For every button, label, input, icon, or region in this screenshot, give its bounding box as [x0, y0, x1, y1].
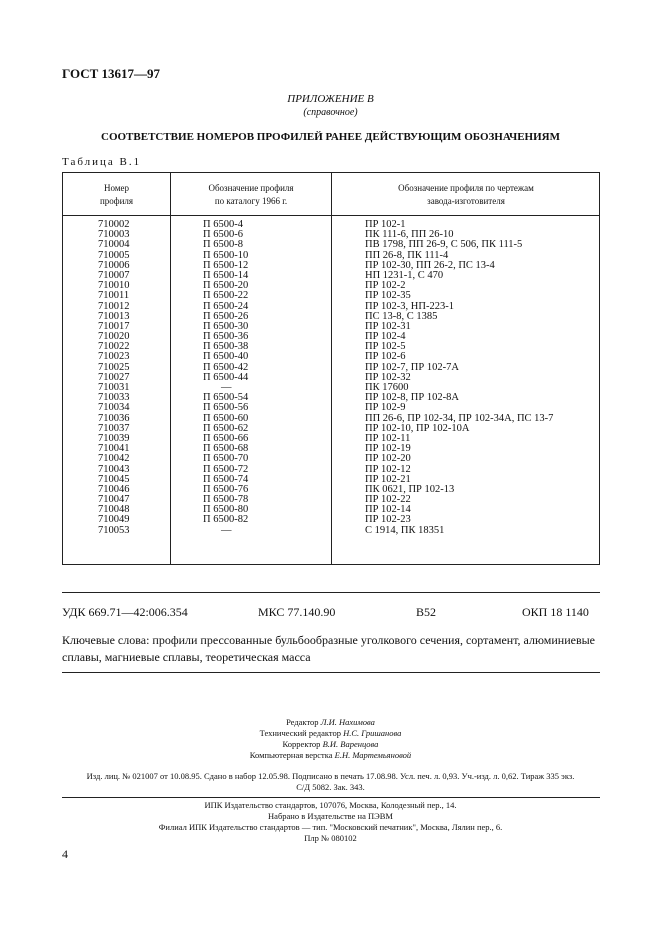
typeset-line: Набрано в Издательстве на ПЭВМ	[268, 811, 393, 821]
table-row	[63, 495, 599, 505]
profile-number-cell: 710007	[98, 269, 130, 281]
drawing-designation-cell: ПР 102-35	[365, 290, 411, 302]
tech-editor-line: Технический редактор Н.С. Гришанова	[259, 728, 402, 738]
profile-number-cell: 710006	[98, 259, 130, 271]
drawing-designation-cell: ПР 102-32	[365, 371, 411, 383]
drawing-designation-cell: ПК 111-6, ПП 26-10	[365, 229, 454, 241]
drawing-designation-cell: ПС 13-8, С 1385	[365, 310, 438, 322]
appendix-note: (справочное)	[303, 107, 358, 118]
catalog-designation-cell: П 6500-78	[203, 494, 249, 506]
profile-number-cell: 710031	[98, 382, 130, 393]
publisher-line: ИПК Издательство стандартов, 107076, Москва, Колодезный пер., 14.	[204, 800, 457, 810]
profile-number-cell: 710005	[98, 249, 130, 261]
drawing-designation-cell: ПР 102-30, ПП 26-2, ПС 13-4	[365, 259, 495, 271]
layout-line: Компьютерная верстка Е.Н. Мартемьяновой	[249, 750, 412, 760]
drawing-designation-cell: ПР 102-12	[365, 463, 411, 475]
table-row	[63, 383, 599, 393]
profile-number-cell: 710039	[98, 432, 130, 444]
table-row	[63, 220, 599, 230]
table-row	[63, 271, 599, 281]
drawing-designation-cell: ПР 102-6	[365, 351, 406, 363]
table-row	[63, 332, 599, 342]
profile-number-cell: 710034	[98, 402, 130, 414]
drawing-designation-cell: ПР 102-10, ПР 102-10А	[365, 422, 470, 434]
catalog-designation-cell: П 6500-8	[203, 239, 243, 251]
table-row	[63, 373, 599, 383]
catalog-designation-cell: П 6500-14	[203, 269, 249, 281]
page-title: СООТВЕТСТВИЕ НОМЕРОВ ПРОФИЛЕЙ РАНЕЕ ДЕЙСТВУЮЩИМ ОБОЗНАЧЕНИЯМ	[101, 131, 560, 143]
corrector-line: Корректор В.И. Варенцова	[282, 739, 379, 749]
profile-number-cell: 710049	[98, 514, 130, 526]
profile-number-cell: 710013	[98, 310, 130, 322]
profile-number-cell: 710048	[98, 504, 130, 516]
profile-number-cell: 710025	[98, 361, 130, 373]
catalog-designation-cell: П 6500-82	[203, 514, 249, 526]
drawing-designation-cell: ПР 102-14	[365, 504, 411, 516]
mks-code: МКС 77.140.90	[258, 605, 336, 619]
drawing-designation-cell: ПВ 1798, ПП 26-9, С 506, ПК 111-5	[365, 239, 523, 251]
profile-number-cell: 710002	[98, 219, 130, 230]
profile-number-cell: 710041	[98, 443, 130, 455]
table-row	[63, 342, 599, 352]
catalog-designation-cell: П 6500-26	[203, 310, 249, 322]
divider	[62, 672, 600, 673]
drawing-designation-cell: ПР 102-3, НП-223-1	[365, 300, 454, 312]
profile-number-cell: 710033	[98, 392, 130, 404]
profile-number-cell: 710004	[98, 239, 130, 251]
drawing-designation-cell: ПП 26-8, ПК 111-4	[365, 249, 449, 261]
catalog-designation-cell: П 6500-24	[203, 300, 249, 312]
editor-line: Редактор Л.И. Нахимова	[286, 717, 375, 727]
table-row	[63, 526, 599, 536]
okp-code: ОКП 18 1140	[522, 605, 589, 619]
table-row	[63, 393, 599, 403]
appendix-title: ПРИЛОЖЕНИЕ В	[287, 93, 374, 105]
table-row	[63, 465, 599, 475]
table-row	[63, 434, 599, 444]
table-label: Таблица В.1	[62, 156, 142, 168]
profile-number-cell: 710042	[98, 453, 130, 465]
catalog-designation-cell: П 6500-40	[203, 351, 249, 363]
profile-table	[62, 172, 600, 565]
profile-number-cell: 710043	[98, 463, 130, 475]
drawing-designation-cell: ПР 102-22	[365, 494, 411, 506]
column-header-catalog: Обозначение профиля по каталогу 1966 г.	[208, 183, 294, 206]
udk-code: УДК 669.71—42:006.354	[62, 605, 188, 619]
drawing-designation-cell: ПК 0621, ПР 102-13	[365, 483, 455, 495]
group-code: В52	[416, 605, 437, 619]
catalog-designation-cell: П 6500-20	[203, 280, 249, 292]
catalog-designation-cell: П 6500-6	[203, 229, 243, 241]
table-row	[63, 485, 599, 495]
profile-number-cell: 710037	[98, 422, 130, 434]
drawing-designation-cell: ПР 102-31	[365, 320, 411, 332]
table-row	[63, 475, 599, 485]
profile-number-cell: 710047	[98, 494, 130, 506]
drawing-designation-cell: ПР 102-19	[365, 443, 411, 455]
catalog-designation-cell: П 6500-68	[203, 443, 249, 455]
divider	[62, 592, 600, 593]
drawing-designation-cell: ПР 102-20	[365, 453, 411, 465]
table-row	[63, 302, 599, 312]
table-row	[63, 515, 599, 525]
column-header-number: Номер профиля	[99, 183, 134, 206]
drawing-designation-cell: ПР 102-7, ПР 102-7А	[365, 361, 459, 373]
drawing-designation-cell: ПР 102-8, ПР 102-8А	[365, 392, 459, 404]
drawing-designation-cell: ПР 102-9	[365, 402, 406, 414]
table-row	[63, 352, 599, 362]
table-row	[63, 363, 599, 373]
page-number: 4	[62, 847, 68, 861]
divider	[62, 797, 600, 798]
print-info: Изд. лиц. № 021007 от 10.08.95. Сдано в набор 12.05.98. Подписано в печать 17.08.98. Усл. печ. л. 0,93. Уч.-изд. л. 0,62. Тираж 335 экз.	[86, 771, 575, 781]
table-row	[63, 261, 599, 271]
drawing-designation-cell: ПП 26-6, ПР 102-34, ПР 102-34А, ПС 13-7	[365, 412, 554, 424]
column-header-drawings: Обозначение профиля по чертежам завода-изготовителя	[398, 183, 534, 206]
catalog-designation-cell: П 6500-44	[203, 371, 249, 383]
catalog-designation-cell: П 6500-12	[203, 259, 249, 271]
profile-number-cell: 710010	[98, 280, 130, 292]
print-order: С/Д 5082. Зак. 343.	[296, 782, 365, 792]
profile-number-cell: 710022	[98, 341, 130, 353]
drawing-designation-cell: ПР 102-1	[365, 219, 406, 230]
profile-number-cell: 710017	[98, 320, 130, 332]
catalog-designation-cell: П 6500-4	[203, 219, 243, 230]
catalog-designation-cell: П 6500-70	[203, 453, 249, 465]
catalog-designation-cell: —	[221, 524, 232, 536]
table-row	[63, 424, 599, 434]
table-row	[63, 414, 599, 424]
drawing-designation-cell: С 1914, ПК 18351	[365, 524, 445, 536]
catalog-designation-cell: П 6500-10	[203, 249, 249, 261]
keywords: Ключевые слова: профили прессованные бульбообразные уголкового сечения, сортамент, алюминиевые сплавы, магниевые сплавы, теоретическая масса	[62, 633, 596, 664]
catalog-designation-cell: П 6500-76	[203, 483, 249, 495]
profile-number-cell: 710036	[98, 412, 130, 424]
table-row	[63, 444, 599, 454]
drawing-designation-cell: ПР 102-4	[365, 331, 406, 343]
table-row	[63, 240, 599, 250]
profile-number-cell: 710012	[98, 300, 130, 312]
catalog-designation-cell: П 6500-56	[203, 402, 249, 414]
catalog-designation-cell: П 6500-62	[203, 422, 249, 434]
catalog-designation-cell: —	[221, 382, 232, 393]
drawing-designation-cell: ПР 102-5	[365, 341, 406, 353]
profile-number-cell: 710003	[98, 229, 130, 241]
table-row	[63, 281, 599, 291]
doc-code: ГОСТ 13617—97	[62, 66, 161, 81]
catalog-designation-cell: П 6500-30	[203, 320, 249, 332]
drawing-designation-cell: ПК 17600	[365, 382, 409, 393]
drawing-designation-cell: ПР 102-21	[365, 473, 411, 485]
catalog-designation-cell: П 6500-54	[203, 392, 249, 404]
table-row	[63, 291, 599, 301]
profile-number-cell: 710011	[98, 290, 130, 302]
table-row	[63, 454, 599, 464]
license-line: Плр № 080102	[304, 833, 357, 843]
catalog-designation-cell: П 6500-80	[203, 504, 249, 516]
catalog-designation-cell: П 6500-38	[203, 341, 249, 353]
table-row	[63, 251, 599, 261]
drawing-designation-cell: ПР 102-23	[365, 514, 411, 526]
profile-number-cell: 710020	[98, 331, 130, 343]
catalog-designation-cell: П 6500-42	[203, 361, 249, 373]
catalog-designation-cell: П 6500-74	[203, 473, 249, 485]
table-header-rule	[63, 215, 599, 216]
profile-number-cell: 710045	[98, 473, 130, 485]
table-row	[63, 312, 599, 322]
printer-line: Филиал ИПК Издательство стандартов — тип. "Московский печатник", Москва, Лялин пер., 6.	[158, 822, 503, 832]
profile-number-cell: 710023	[98, 351, 130, 363]
table-row	[63, 322, 599, 332]
drawing-designation-cell: ПР 102-11	[365, 432, 411, 444]
drawing-designation-cell: ПР 102-2	[365, 280, 406, 292]
profile-number-cell: 710027	[98, 371, 130, 383]
table-row	[63, 505, 599, 515]
drawing-designation-cell: НП 1231-1, С 470	[365, 269, 444, 281]
catalog-designation-cell: П 6500-36	[203, 331, 249, 343]
catalog-designation-cell: П 6500-22	[203, 290, 249, 302]
catalog-designation-cell: П 6500-72	[203, 463, 249, 475]
profile-number-cell: 710053	[98, 524, 130, 536]
profile-number-cell: 710046	[98, 483, 130, 495]
table-body	[63, 220, 599, 536]
catalog-designation-cell: П 6500-60	[203, 412, 249, 424]
catalog-designation-cell: П 6500-66	[203, 432, 249, 444]
